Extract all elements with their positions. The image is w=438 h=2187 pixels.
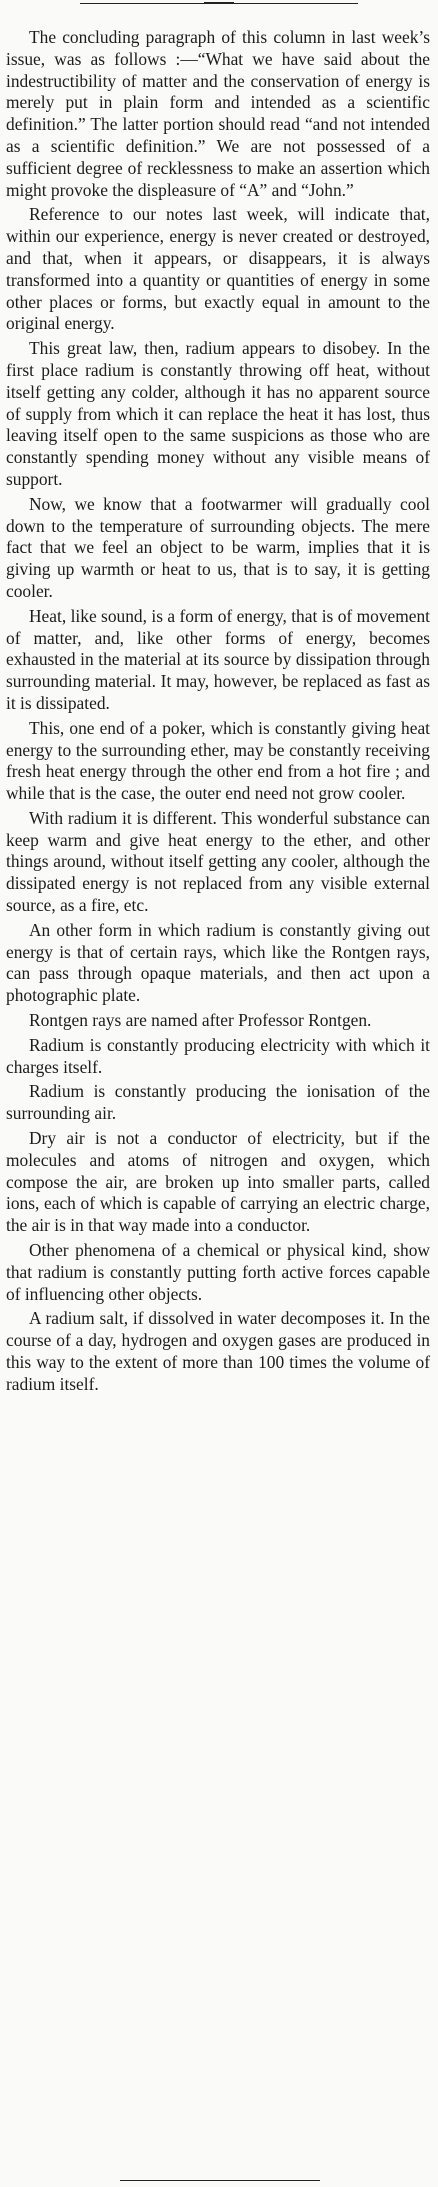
paragraph-14: A radium salt, if dissolved in water decomposes it. In the course of a day, hydrogen and oxygen gases are produced in this way to the extent of more than 100 times the volume of radium itself. [6,1308,430,1394]
paragraph-13: Other phenomena of a chemical or physical kind, show that radium is constantly putting forth active forces capable of influencing other objects. [6,1240,430,1304]
paragraph-12: Dry air is not a conductor of electricity, but if the molecules and atoms of nitrogen and oxygen, which compose the air, are broken up into smaller parts, called ions, each of which is capable of carrying an electric charge, the air is in that way made into a conductor. [6,1128,430,1236]
paragraph-5: Heat, like sound, is a form of energy, that is of movement of matter, and, like other forms of energy, becomes exhausted in the material at its source by dissipation through surrounding material. It may, however, be replaced as fast as it is dissipated. [6,605,430,713]
paragraph-4: Now, we know that a footwarmer will gradually cool down to the temperature of surrounding objects. The mere fact that we feel an object to be warm, implies that it is giving up warmth or heat to us, that is to say, it is getting cooler. [6,493,430,601]
paragraph-6: This, one end of a poker, which is constantly giving heat energy to the surrounding ether, may be constantly receiving fresh heat energy through the other end from a hot fire ; and while that is the case, the outer end need not grow cooler. [6,717,430,804]
paragraph-2: Reference to our notes last week, will indicate that, within our experience, energy is never created or destroyed, and that, when it appears, or disappears, it is always transformed into a quantity or quantities of energy in some other places or forms, but exactly equal in amount to the original energy. [6,204,430,334]
paragraph-9: Rontgen rays are named after Professor Rontgen. [29,1010,372,1031]
paragraph-10: Radium is constantly producing electricity with which it charges itself. [6,1034,430,1077]
paragraph-11: Radium is constantly producing the ionisation of the surrounding air. [6,1081,430,1124]
paragraph-3: This great law, then, radium appears to disobey. In the first place radium is constantly throwing off heat, without itself getting any colder, although it has no apparent source of supply from which it can replace the heat it has lost, thus leaving itself open to the same suspicions as those who are constantly spending money without any visible means of support. [6,338,430,489]
paragraph-1: The concluding paragraph of this column in last week’s issue, was as follows :—“What we have said about the indestructibility of matter and the conservation of energy is merely put in plain form and intended as a scientific definition.” The latter portion should read “and not intended as a scientific definition.” We are not possessed of a sufficient degree of recklessness to make an assertion which might provoke the displeasure of “A” and “John.” [6,27,430,200]
article-column [6,27,430,1399]
bottom-rule [120,2180,320,2181]
top-rule-ornament [204,0,234,6]
paragraph-8: An other form in which radium is constantly giving out energy is that of certain rays, which like the Rontgen rays, can pass through opaque materials, and then act upon a photographic plate. [6,919,430,1006]
paragraph-7: With radium it is different. This wonderful substance can keep warm and give heat energy to the ether, and other things around, without itself getting any cooler, although the dissipated energy is not replaced from any visible external source, as a fire, etc. [6,807,430,916]
